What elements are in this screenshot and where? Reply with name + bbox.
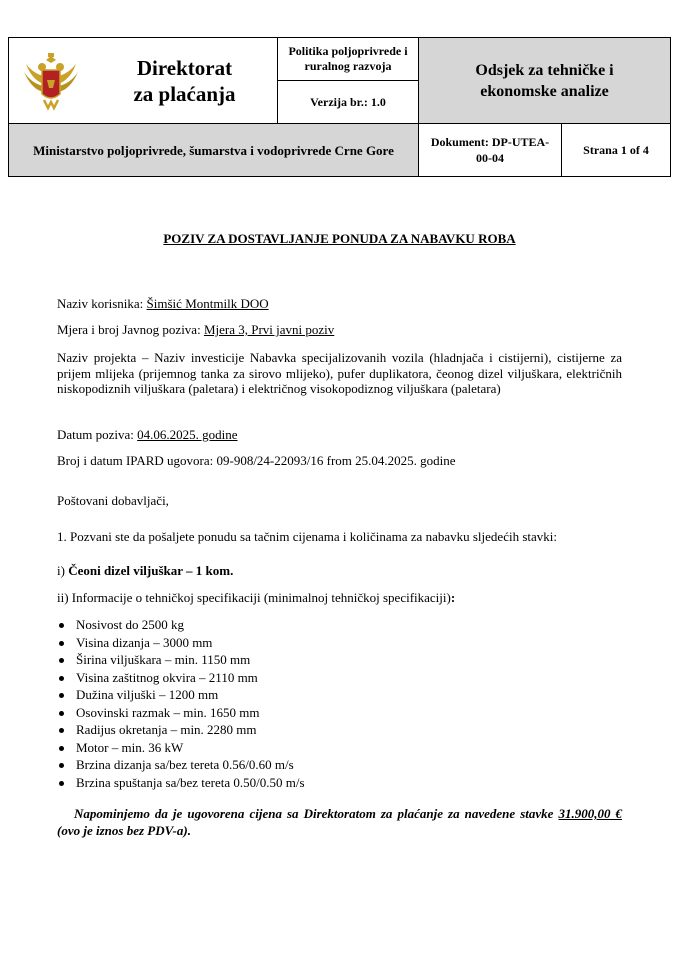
document-id: Dokument: DP-UTEA- 00-04 [419, 124, 562, 176]
measure-label: Mjera i broj Javnog poziva: [57, 322, 204, 337]
list-item: Motor – min. 36 kW [57, 739, 622, 757]
department-name: Odsjek za tehničke i ekonomske analize [419, 38, 670, 124]
beneficiary-value: Šimšić Montmilk DOO [146, 296, 269, 311]
date-value: 04.06.2025. godine [137, 427, 238, 442]
page-number: Strana 1 of 4 [583, 142, 649, 157]
coat-of-arms-logo [9, 38, 92, 124]
directorate-name: Direktorat za plaćanja [92, 38, 278, 124]
ministry-name: Ministarstvo poljoprivrede, šumarstva i vodoprivrede Crne Gore [9, 124, 419, 176]
measure-line [57, 322, 622, 338]
spec-heading: ii) Informacije o tehničkoj specifikaciji (minimalnoj tehničkoj specifikaciji): [57, 590, 456, 605]
list-item: Brzina dizanja sa/bez tereta 0.56/0.60 m/s [57, 756, 622, 774]
item-prefix: i) [57, 563, 69, 578]
item-title-line [57, 563, 622, 579]
measure-value: Mjera 3, Prvi javni poziv [203, 322, 335, 337]
list-item: Dužina viljuški – 1200 mm [57, 686, 622, 704]
beneficiary-line [57, 296, 622, 312]
policy-label: Politika poljoprivrede i ruralnog razvoja [278, 38, 419, 81]
document-header [8, 37, 671, 177]
list-item: Brzina spuštanja sa/bez tereta 0.50/0.50 m/s [57, 774, 622, 792]
price-amount: 31.900,00 € [558, 806, 622, 821]
date-line [57, 427, 622, 443]
list-item: Širina viljuškara – min. 1150 mm [57, 651, 622, 669]
list-item: Nosivost do 2500 kg [57, 616, 622, 634]
date-label: Datum poziva: [57, 427, 138, 442]
greeting: Poštovani dobavljači, [57, 493, 169, 508]
beneficiary-label: Naziv korisnika: [57, 296, 147, 311]
item-name: Čeoni dizel viljuškar – 1 kom. [68, 563, 234, 578]
price-note: Napominjemo da je ugovorena cijena sa Direktoratom za plaćanje za navedene stavke 31.900,00 € (ovo je iznos bez PDV-a). [57, 806, 622, 838]
eagle-emblem-icon [22, 50, 80, 112]
instruction: 1. Pozvani ste da pošaljete ponudu sa tačnim cijenama i količinama za nabavku sljedećih stavki: [57, 529, 557, 544]
version-label: Verzija br.: 1.0 [278, 81, 419, 124]
list-item: Visina dizanja – 3000 mm [57, 634, 622, 652]
project-description: Naziv projekta – Naziv investicije Nabavka specijalizovanih vozila (hladnjača i cistijerni), cistijerne za prijem mlijeka (prijemnog tanka za sirovo mlijeko), pufer duplikatora, čeonog dizel viljuškara, električnih niskopodiznih viljuškara (paletara) i električnog visokopodiznog viljuškara (paletara) [57, 350, 622, 396]
spec-list [57, 616, 622, 791]
list-item: Radijus okretanja – min. 2280 mm [57, 721, 622, 739]
contract-line: Broj i datum IPARD ugovora: 09-908/24-22093/16 from 25.04.2025. godine [57, 453, 456, 468]
list-item: Visina zaštitnog okvira – 2110 mm [57, 669, 622, 687]
document-title: POZIV ZA DOSTAVLJANJE PONUDA ZA NABAVKU ROBA [163, 231, 516, 246]
list-item: Osovinski razmak – min. 1650 mm [57, 704, 622, 722]
